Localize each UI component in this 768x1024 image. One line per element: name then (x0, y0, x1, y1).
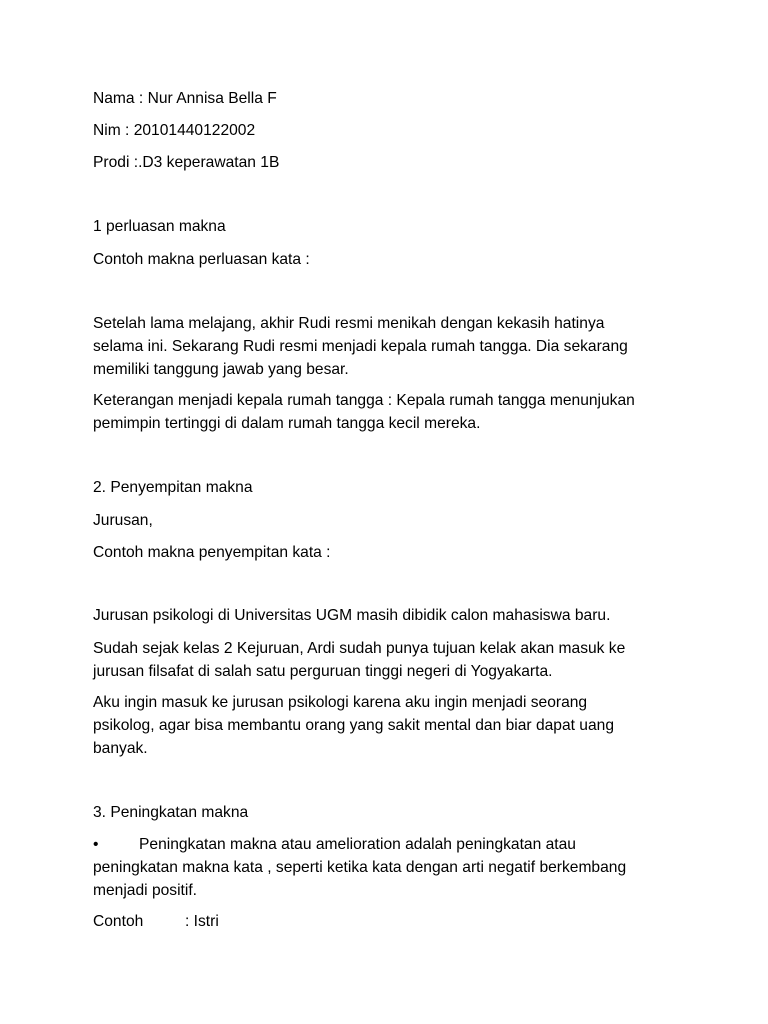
example-sentence-line: banyak. (93, 740, 148, 757)
example-sentence: Jurusan psikologi di Universitas UGM masih dibidik calon mahasiswa baru. (93, 607, 611, 624)
section-2-word: Jurusan, (93, 512, 153, 529)
paragraph-line: Setelah lama melajang, akhir Rudi resmi menikah dengan kekasih hatinya (93, 315, 605, 332)
bullet-item (93, 833, 683, 856)
bullet-text-line: peningkatan makna kata , seperti ketika kata dengan arti negatif berkembang (93, 859, 627, 876)
paragraph-line: selama ini. Sekarang Rudi resmi menjadi kepala rumah tangga. Dia sekarang (93, 338, 628, 355)
study-program: Prodi :.D3 keperawatan 1B (93, 154, 280, 171)
bullet-icon: • (93, 836, 99, 853)
example-sentence-line: Aku ingin masuk ke jurusan psikologi karena aku ingin menjadi seorang (93, 694, 588, 711)
example-sentence-line: Sudah sejak kelas 2 Kejuruan, Ardi sudah punya tujuan kelak akan masuk ke (93, 640, 626, 657)
paragraph-line: memiliki tanggung jawab yang besar. (93, 361, 349, 378)
student-id: Nim : 20101440122002 (93, 122, 256, 139)
example-sentence-line: psikolog, agar bisa membantu orang yang sakit mental dan biar dapat uang (93, 717, 614, 734)
example-sentence-line: jurusan filsafat di salah satu perguruan tinggi negeri di Yogyakarta. (93, 663, 553, 680)
example-value: : Istri (185, 913, 219, 930)
student-name: Nama : Nur Annisa Bella F (93, 90, 277, 107)
bullet-text-line: Peningkatan makna atau amelioration adalah peningkatan atau (139, 836, 576, 853)
section-3-heading: 3. Peningkatan makna (93, 804, 249, 821)
example-row (93, 910, 683, 933)
section-1-heading: 1 perluasan makna (93, 218, 226, 235)
explanation-line: pemimpin tertinggi di dalam rumah tangga kecil mereka. (93, 415, 481, 432)
example-label: Contoh (93, 913, 144, 930)
section-2-example-intro: Contoh makna penyempitan kata : (93, 544, 331, 561)
explanation-line: Keterangan menjadi kepala rumah tangga : Kepala rumah tangga menunjukan (93, 392, 635, 409)
bullet-text-line: menjadi positif. (93, 882, 198, 899)
section-2-heading: 2. Penyempitan makna (93, 479, 253, 496)
section-1-example-intro: Contoh makna perluasan kata : (93, 251, 310, 268)
